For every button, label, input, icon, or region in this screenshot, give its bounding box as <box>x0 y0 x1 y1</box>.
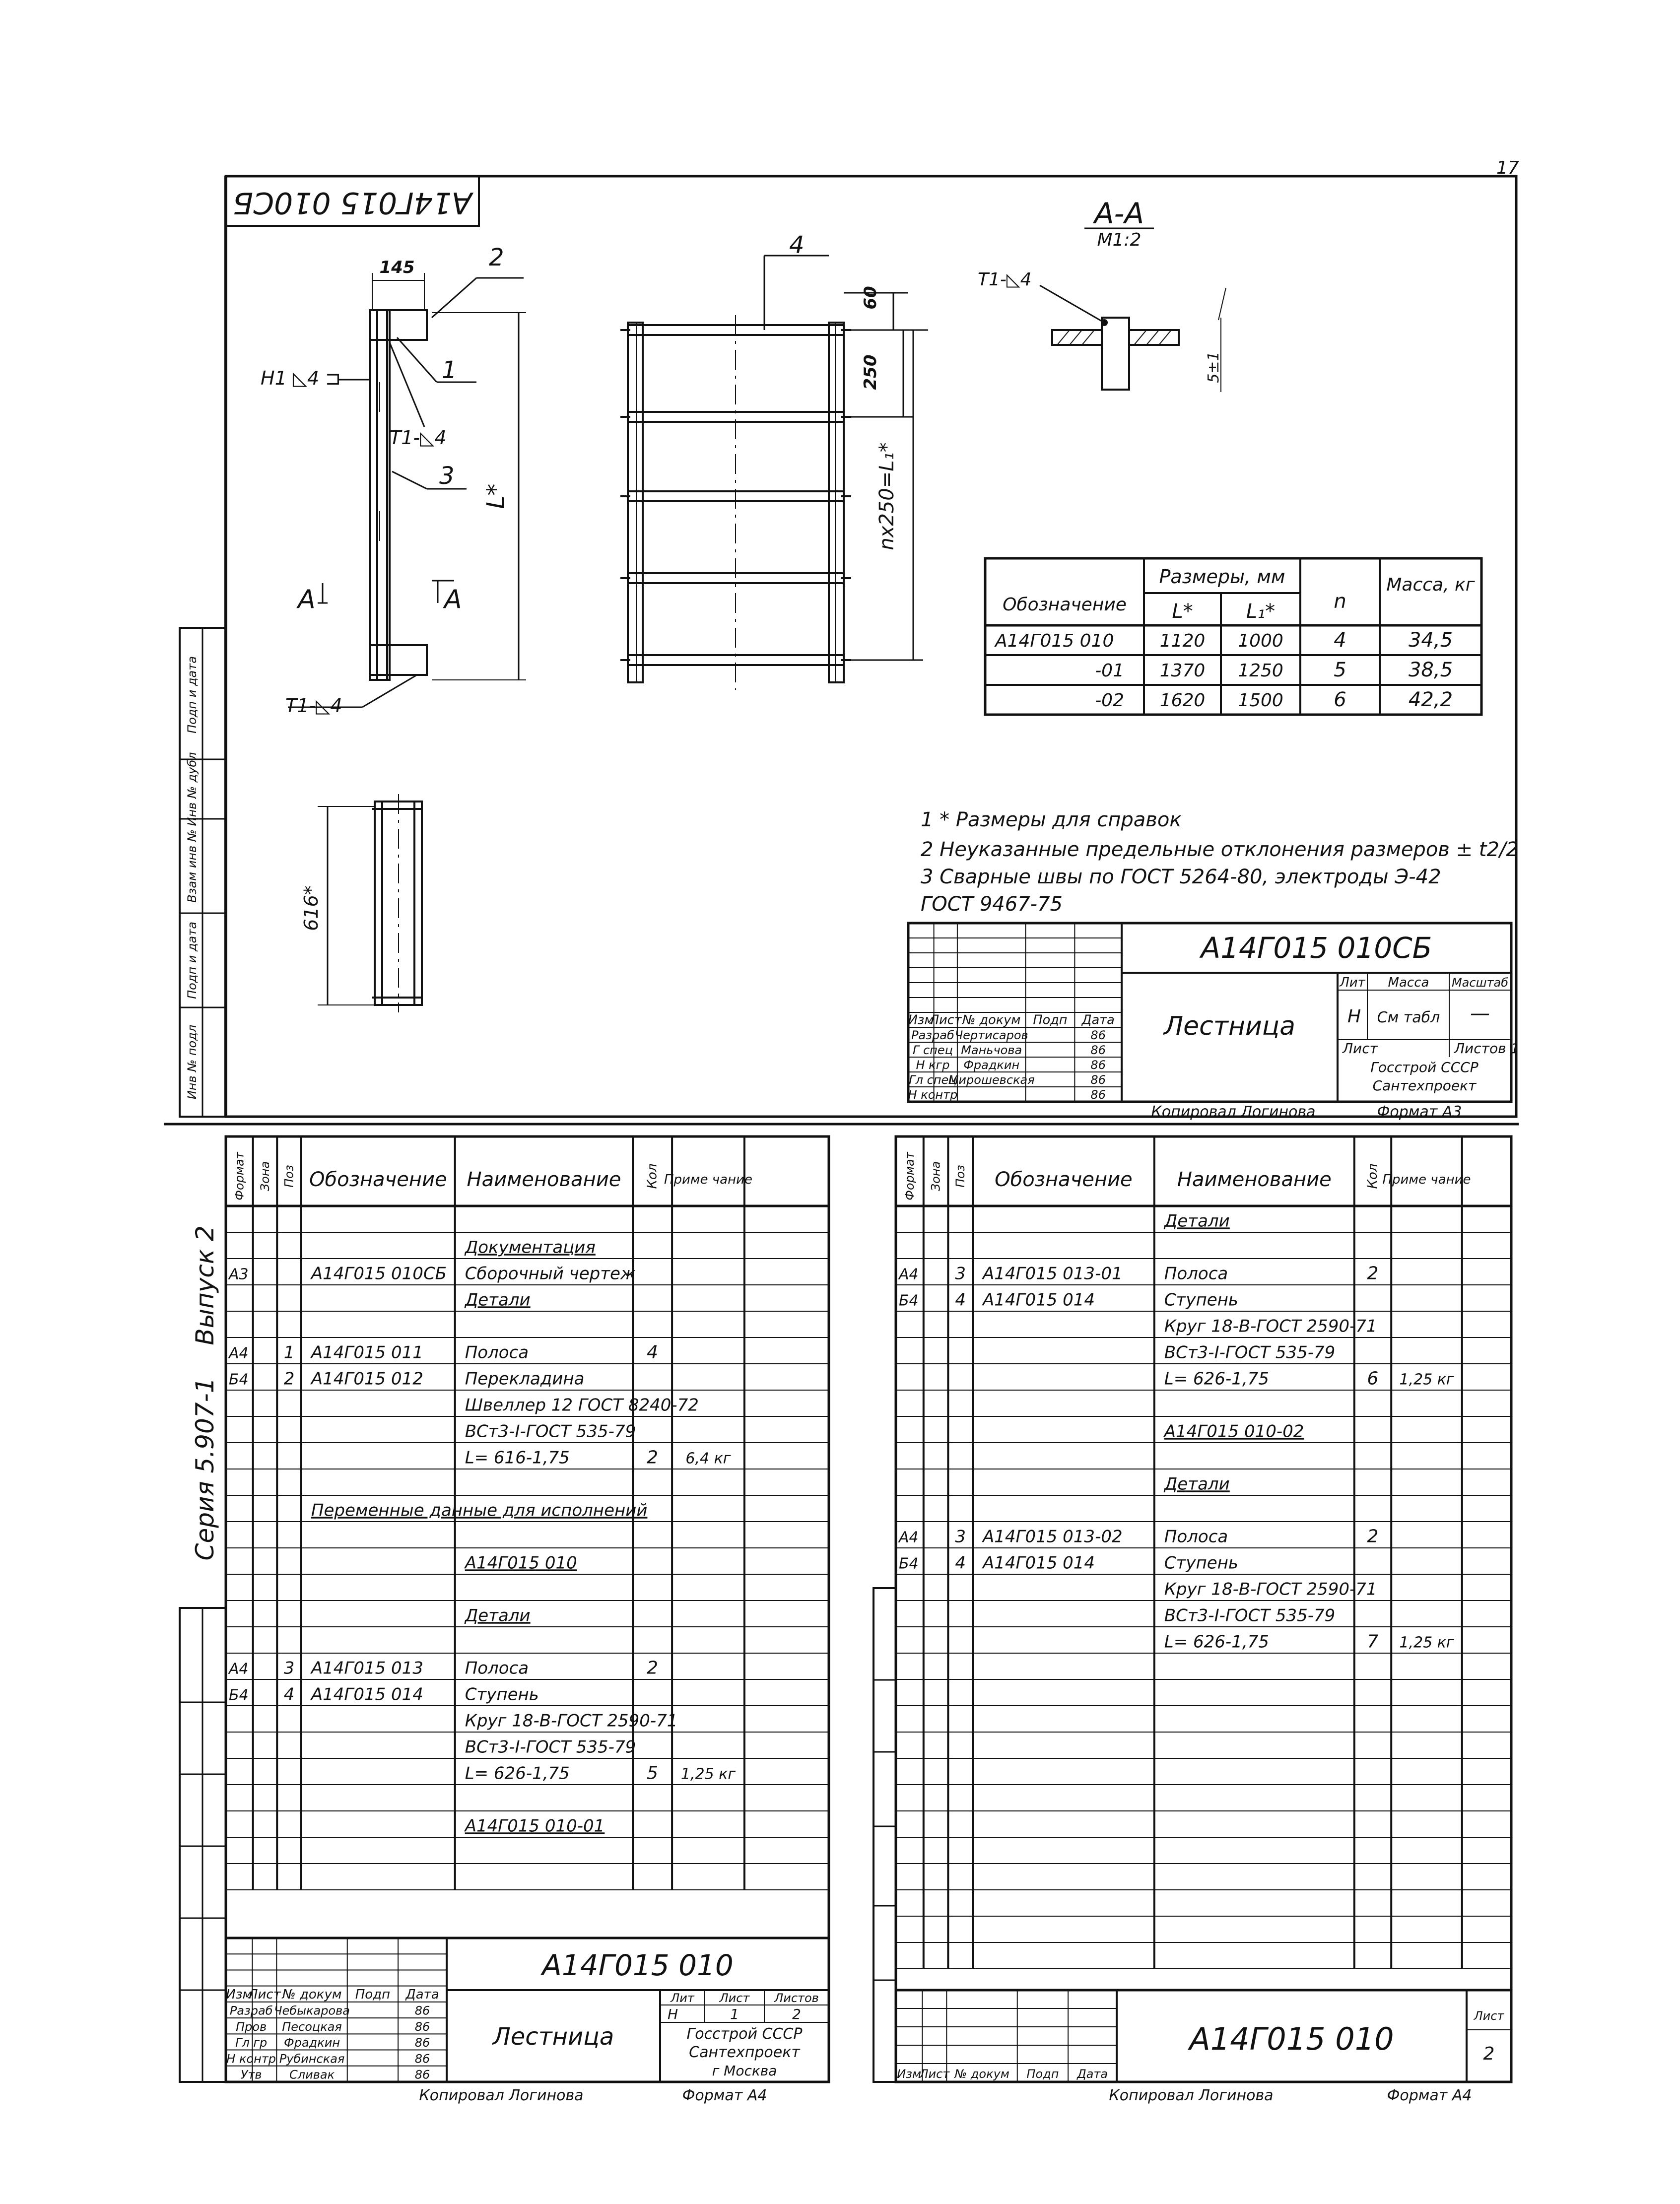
cut-label-left: А <box>298 585 316 614</box>
spec-header: Формат <box>902 1152 917 1201</box>
note-3: 3 Сварные швы по ГОСТ 5264-80, электроды Э-42 <box>921 866 1441 888</box>
spec-cell-designation: А14Г015 014 <box>983 1553 1095 1573</box>
dim-145: 145 <box>379 258 415 277</box>
size-table-header: Обозначение <box>1003 595 1127 615</box>
spec-cell-note: 1,25 кг <box>1399 1371 1454 1389</box>
note-1: 1 * Размеры для справок <box>921 808 1182 831</box>
stamp-header: Лит <box>671 1991 694 2005</box>
stamp-header: Подп <box>1026 2067 1059 2081</box>
size-table-cell: 1370 <box>1159 661 1206 681</box>
copied-by: Копировал Логинова <box>1151 1103 1316 1121</box>
sheet-format: Формат А4 <box>1387 2087 1472 2104</box>
weld-h1: Н1 ◺4 ⊐ <box>261 367 341 389</box>
plan-view <box>318 794 422 1012</box>
spec-cell-designation: Переменные данные для исполнений <box>311 1500 648 1521</box>
size-table-cell: -01 <box>1095 661 1124 681</box>
stamp-header: Дата <box>405 1987 439 2002</box>
stamp-name: Фрадкин <box>284 2036 340 2050</box>
spec-cell-pos: 3 <box>283 1658 295 1678</box>
stamp-date: 86 <box>414 2052 430 2066</box>
spec-cell-format: Б4 <box>229 1686 249 1704</box>
stamp-header: № докум <box>962 1012 1021 1028</box>
stamp-value: 1 <box>730 2006 739 2022</box>
stamp-value: 2 <box>792 2006 801 2022</box>
spec-cell-pos: 3 <box>955 1527 966 1547</box>
left-spec-strip <box>180 1608 226 2082</box>
size-table-header: Размеры, мм <box>1159 566 1285 588</box>
stamp-header: Лист <box>929 1012 962 1028</box>
spec-cell-pos: 3 <box>955 1264 966 1284</box>
size-table-cell: 1500 <box>1238 690 1283 711</box>
stamp-value: Н <box>1347 1006 1361 1027</box>
spec-cell-name: Круг 18-В-ГОСТ 2590-71 <box>1164 1316 1377 1336</box>
spec-cell-name: Ступень <box>465 1684 539 1705</box>
size-table-cell: А14Г015 010 <box>995 631 1114 651</box>
top-title-code: А14Г015 010СБ <box>1201 931 1432 965</box>
spec-cell-name: Перекладина <box>465 1369 585 1389</box>
stamp-role: Гл гр <box>235 2036 268 2050</box>
size-table-cell: 42,2 <box>1408 688 1453 711</box>
stamp-org: Госстрой СССР <box>1370 1059 1478 1075</box>
stamp-value: Листов 1 <box>1454 1040 1520 1057</box>
stamp-date: 86 <box>414 2004 430 2018</box>
stamp-name: Рубинская <box>279 2052 345 2066</box>
stamp-date: 86 <box>414 2036 430 2050</box>
stamp-role: Разраб <box>229 2004 273 2018</box>
weld-t1-b: Т1-◺4 <box>285 695 342 717</box>
page-number: 17 <box>1496 158 1519 178</box>
stamp-org: Сантехпроект <box>689 2044 800 2061</box>
size-table-cell: 38,5 <box>1408 659 1453 681</box>
spec-cell-pos: 1 <box>283 1342 295 1363</box>
side-series: Серия 5.907-1 <box>191 1377 219 1561</box>
size-table-cell: 6 <box>1334 688 1346 711</box>
spec-cell-name: Полоса <box>465 1342 529 1363</box>
spec-cell-format: А4 <box>899 1266 919 1283</box>
stamp-header: Лит <box>1340 975 1365 990</box>
left-title-code: А14Г015 010 <box>542 1948 734 1982</box>
size-table-cell: 1250 <box>1238 661 1283 681</box>
size-table-header: L₁* <box>1246 600 1276 623</box>
size-table-header: Масса, кг <box>1386 575 1475 595</box>
stamp-org: г Москва <box>712 2063 777 2079</box>
copied-by: Копировал Логинова <box>419 2087 584 2104</box>
stamp-header: Лист <box>248 1987 281 2002</box>
cut-label-right: А <box>444 585 462 614</box>
stamp-name: Чебыкарова <box>274 2004 350 2018</box>
spec-cell-name: Полоса <box>465 1658 529 1678</box>
side-issue: Выпуск 2 <box>191 1225 219 1345</box>
callout-2: 2 <box>489 244 504 271</box>
note-4: ГОСТ 9467-75 <box>921 893 1063 916</box>
stamp-header: Дата <box>1076 2067 1108 2081</box>
section-label: А-А <box>1094 197 1144 230</box>
dim-nx250: nx250=L₁* <box>875 442 898 550</box>
stamp-header: Лист <box>1474 2009 1504 2023</box>
spec-cell-name: Детали <box>465 1605 531 1626</box>
spec-cell-qty: 7 <box>1367 1631 1379 1652</box>
spec-cell-qty: 2 <box>1367 1526 1379 1547</box>
spec-header: Наименование <box>467 1168 621 1191</box>
size-table-cell: -02 <box>1095 690 1124 711</box>
stamp-header: № докум <box>282 1987 342 2002</box>
spec-cell-name: А14Г015 010 <box>465 1553 577 1573</box>
spec-cell-designation: А14Г015 013-01 <box>983 1264 1123 1284</box>
spec-cell-format: Б4 <box>229 1371 249 1389</box>
dim-616: 616* <box>300 885 322 931</box>
stamp-header: Масштаб <box>1451 976 1509 990</box>
top-title-name: Лестница <box>1163 1011 1296 1041</box>
right-title-code: А14Г015 010 <box>1189 2021 1394 2057</box>
stamp-header: Изм <box>897 2067 922 2081</box>
spec-cell-qty: 6 <box>1367 1368 1379 1389</box>
spec-cell-note: 1,25 кг <box>1399 1634 1454 1652</box>
stamp-role: Утв <box>240 2068 262 2082</box>
size-table-cell: 1120 <box>1159 631 1206 651</box>
stamp-value: 2 <box>1483 2044 1495 2064</box>
spec-cell-name: Детали <box>465 1290 531 1310</box>
spec-header: Формат <box>232 1152 247 1201</box>
spec-cell-name: L= 626-1,75 <box>465 1763 570 1784</box>
spec-cell-name: Полоса <box>1164 1527 1228 1547</box>
stamp-value: Н <box>668 2006 678 2022</box>
stamp-header: Дата <box>1081 1012 1115 1028</box>
spec-cell-pos: 4 <box>955 1553 966 1573</box>
dim-L: L* <box>482 483 510 509</box>
spec-cell-format: А4 <box>229 1344 249 1362</box>
stamp-name: Сливак <box>289 2068 335 2082</box>
top-strip-label-0: Инв № подл <box>185 1024 199 1100</box>
spec-header: Приме чание <box>664 1172 753 1187</box>
spec-header: Поз <box>282 1165 296 1188</box>
stamp-header: № докум <box>954 2067 1009 2081</box>
size-table-cell: 1000 <box>1238 631 1283 651</box>
stamp-date: 86 <box>1090 1028 1106 1042</box>
right-spec-strip <box>874 1588 896 2082</box>
right-title-block <box>897 2009 1504 2104</box>
size-table-header: n <box>1334 590 1346 613</box>
top-strip-label-2: Взам инв № <box>185 829 199 903</box>
spec-cell-qty: 4 <box>647 1342 659 1363</box>
spec-cell-qty: 5 <box>647 1763 659 1784</box>
sheet-format: Формат А3 <box>1377 1103 1462 1121</box>
spec-cell-name: А14Г015 010-02 <box>1164 1421 1304 1442</box>
spec-cell-name: Сборочный чертеж <box>465 1264 636 1284</box>
spec-cell-name: Ступень <box>1164 1290 1238 1310</box>
left-title-name: Лестница <box>492 2023 614 2051</box>
spec-cell-name: Швеллер 12 ГОСТ 8240-72 <box>465 1395 699 1415</box>
stamp-header: Лист <box>719 1991 750 2005</box>
spec-cell-qty: 2 <box>1367 1263 1379 1284</box>
stamp-header: Изм <box>226 1987 253 2002</box>
stamp-header: Изм <box>908 1012 934 1028</box>
spec-cell-name: ВСт3-I-ГОСТ 535-79 <box>465 1421 636 1442</box>
spec-cell-designation: А14Г015 014 <box>311 1684 423 1705</box>
stamp-value: — <box>1470 1002 1490 1025</box>
stamp-role: Пров <box>236 2019 267 2034</box>
stamp-date: 86 <box>1090 1043 1106 1057</box>
spec-cell-pos: 4 <box>283 1684 295 1705</box>
spec-cell-designation: А14Г015 012 <box>311 1369 423 1389</box>
stamp-name: Чертисаров <box>954 1028 1028 1042</box>
stamp-role: Н контр <box>226 2052 276 2066</box>
spec-cell-name: L= 626-1,75 <box>1164 1632 1269 1652</box>
spec-cell-name: Документация <box>465 1237 596 1258</box>
spec-header: Кол <box>645 1163 660 1189</box>
front-view <box>628 256 844 690</box>
spec-cell-note: 1,25 кг <box>680 1765 736 1783</box>
size-table-cell: 1620 <box>1159 690 1206 711</box>
spec-cell-name: L= 626-1,75 <box>1164 1369 1269 1389</box>
stamp-value: См табл <box>1377 1009 1440 1026</box>
spec-cell-pos: 4 <box>955 1290 966 1310</box>
stamp-name: Мирошевская <box>948 1073 1035 1087</box>
dim-250: 250 <box>861 354 880 390</box>
stamp-header: Листов <box>774 1991 819 2005</box>
spec-header: Зона <box>258 1161 272 1192</box>
spec-cell-note: 6,4 кг <box>685 1450 731 1468</box>
spec-cell-name: Полоса <box>1164 1264 1228 1284</box>
note-2: 2 Неуказанные предельные отклонения размеров ± t2/2 <box>921 838 1519 861</box>
spec-cell-name: ВСт3-I-ГОСТ 535-79 <box>465 1737 636 1757</box>
size-table-cell: 5 <box>1334 659 1346 681</box>
spec-cell-format: А4 <box>899 1529 919 1546</box>
spec-header: Обозначение <box>309 1168 447 1191</box>
section-aa <box>1040 228 1226 392</box>
spec-cell-format: А4 <box>229 1660 249 1678</box>
spec-cell-qty: 2 <box>647 1658 659 1678</box>
spec-header: Кол <box>1365 1163 1380 1189</box>
stamp-org: Госстрой СССР <box>686 2025 803 2043</box>
stamp-role: Гл спец <box>909 1073 957 1087</box>
spec-cell-name: Круг 18-В-ГОСТ 2590-71 <box>465 1711 678 1731</box>
dim-5: 5±1 <box>1205 351 1222 383</box>
rotated-code: А14Г015 010СБ <box>233 185 472 220</box>
stamp-header: Подп <box>1033 1012 1068 1028</box>
top-strip-label-3: Инв № дубл <box>185 752 199 826</box>
stamp-value: Лист <box>1343 1040 1378 1057</box>
spec-cell-name: ВСт3-I-ГОСТ 535-79 <box>1164 1342 1336 1363</box>
top-strip-label-1: Подп и дата <box>185 922 199 999</box>
stamp-header: Подп <box>355 1987 391 2002</box>
spec-cell-name: А14Г015 010-01 <box>465 1816 605 1836</box>
stamp-name: Маньчова <box>961 1043 1022 1057</box>
stamp-header: Масса <box>1388 975 1429 990</box>
top-title-block <box>908 931 1520 1121</box>
spec-header: Приме чание <box>1382 1172 1471 1187</box>
spec-cell-format: Б4 <box>899 1555 919 1573</box>
stamp-date: 86 <box>1090 1058 1106 1072</box>
spec-cell-format: Б4 <box>899 1292 919 1310</box>
size-table <box>994 566 1476 711</box>
size-table-cell: 4 <box>1334 629 1346 652</box>
spec-cell-name: Круг 18-В-ГОСТ 2590-71 <box>1164 1579 1377 1600</box>
spec-cell-designation: А14Г015 013-02 <box>983 1527 1123 1547</box>
spec-cell-designation: А14Г015 011 <box>311 1342 423 1363</box>
spec-cell-designation: А14Г015 013 <box>311 1658 423 1678</box>
spec-cell-name: ВСт3-I-ГОСТ 535-79 <box>1164 1605 1336 1626</box>
size-table-header: L* <box>1172 600 1193 623</box>
spec-cell-designation: А14Г015 014 <box>983 1290 1095 1310</box>
spec-cell-designation: А14Г015 010СБ <box>311 1264 447 1284</box>
stamp-role: Н кгр <box>916 1058 950 1072</box>
spec-cell-pos: 2 <box>283 1369 295 1389</box>
weld-t1-c: Т1-◺4 <box>978 269 1032 290</box>
stamp-role: Разраб <box>911 1028 954 1042</box>
top-strip-label-4: Подп и дата <box>185 656 199 734</box>
spec-header: Зона <box>929 1161 943 1192</box>
spec-cell-name: Детали <box>1164 1474 1230 1494</box>
callout-4: 4 <box>789 231 805 259</box>
spec-header: Поз <box>953 1165 968 1188</box>
top-sheet-frame <box>226 176 1516 1117</box>
spec-cell-name: L= 616-1,75 <box>465 1448 570 1468</box>
dim-60: 60 <box>861 286 880 310</box>
spec-cell-format: А3 <box>229 1266 249 1283</box>
stamp-name: Фрадкин <box>963 1058 1020 1072</box>
spec-cell-name: Ступень <box>1164 1553 1238 1573</box>
size-table-cell: 34,5 <box>1408 629 1453 652</box>
left-spec-table <box>228 1151 752 1836</box>
stamp-header: Лист <box>919 2067 950 2081</box>
sheet-format: Формат А4 <box>682 2087 767 2104</box>
copied-by: Копировал Логинова <box>1109 2087 1274 2104</box>
stamp-role: Г спец <box>912 1043 953 1057</box>
callout-1: 1 <box>442 356 457 384</box>
stamp-name: Песоцкая <box>282 2019 342 2034</box>
stamp-org: Сантехпроект <box>1372 1077 1477 1094</box>
spec-header: Обозначение <box>995 1168 1133 1191</box>
section-scale: М1:2 <box>1097 230 1142 250</box>
spec-cell-name: Детали <box>1164 1211 1230 1231</box>
stamp-date: 86 <box>1090 1073 1106 1087</box>
callout-3: 3 <box>439 462 455 490</box>
weld-t1-a: Т1-◺4 <box>390 427 447 449</box>
stamp-date: 86 <box>414 2019 430 2034</box>
stamp-role: Н контр <box>908 1088 958 1102</box>
stamp-date: 86 <box>414 2068 430 2082</box>
right-spec-table <box>898 1151 1471 1652</box>
spec-header: Наименование <box>1177 1168 1332 1191</box>
stamp-date: 86 <box>1090 1088 1106 1102</box>
spec-cell-qty: 2 <box>647 1447 659 1468</box>
